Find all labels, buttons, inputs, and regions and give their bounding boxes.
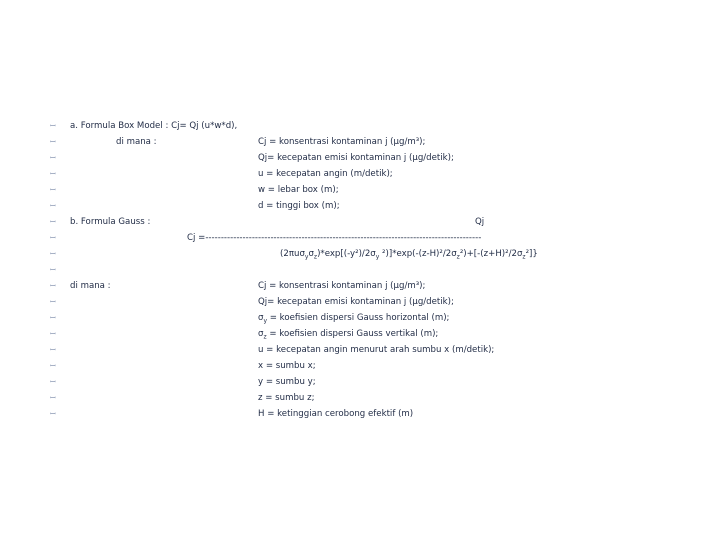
text-row (0, 166, 720, 182)
definition-text: Cj = konsentrasi kontaminan j (µg/m³); (258, 281, 426, 291)
definition-text: x = sumbu x; (258, 361, 316, 371)
definition-text: Qj= kecepatan emisi kontaminan j (µg/detik); (258, 297, 454, 307)
text-row (0, 230, 720, 246)
definition-text: $\sigma_y$ = koefisien dispersi Gauss horizontal (m); (258, 313, 450, 325)
bullet-marker: ꟷ (50, 410, 56, 418)
text-row (0, 182, 720, 198)
bullet-marker: ꟷ (50, 266, 56, 274)
text-row (0, 342, 720, 358)
text-row (0, 374, 720, 390)
where-label: di mana : (116, 137, 157, 147)
text-row (0, 390, 720, 406)
definition-text: z = sumbu z; (258, 393, 315, 403)
box-model-formula: a. Formula Box Model : Cj= Qj (u*w*d), (70, 121, 238, 131)
text-row (0, 262, 720, 278)
bullet-marker: ꟷ (50, 330, 56, 338)
bullet-marker: ꟷ (50, 170, 56, 178)
where-label: di mana : (70, 281, 111, 291)
definition-text: u = kecepatan angin menurut arah sumbu x (m/detik); (258, 345, 495, 355)
definition-text: u = kecepatan angin (m/detik); (258, 169, 393, 179)
gauss-formula-heading: b. Formula Gauss : (70, 217, 151, 227)
text-row (0, 294, 720, 310)
definition-text: w = lebar box (m); (258, 185, 339, 195)
text-row (0, 406, 720, 422)
definition-text: Qj= kecepatan emisi kontaminan j (µg/detik); (258, 153, 454, 163)
definition-text: d = tinggi box (m); (258, 201, 340, 211)
bullet-marker: ꟷ (50, 138, 56, 146)
bullet-marker: ꟷ (50, 298, 56, 306)
text-row (0, 150, 720, 166)
bullet-marker: ꟷ (50, 154, 56, 162)
bullet-marker: ꟷ (50, 122, 56, 130)
bullet-marker: ꟷ (50, 362, 56, 370)
bullet-marker: ꟷ (50, 378, 56, 386)
text-row (0, 118, 720, 134)
bullet-marker: ꟷ (50, 202, 56, 210)
bullet-marker: ꟷ (50, 218, 56, 226)
bullet-marker: ꟷ (50, 234, 56, 242)
formula-numerator: Qj (475, 217, 485, 227)
bullet-marker: ꟷ (50, 346, 56, 354)
bullet-marker: ꟷ (50, 186, 56, 194)
text-row (0, 198, 720, 214)
definition-text: Cj = konsentrasi kontaminan j (µg/m³); (258, 137, 426, 147)
text-row (0, 326, 720, 342)
definition-text: $\sigma_z$ = koefisien dispersi Gauss vertikal (m); (258, 329, 439, 341)
formula-fraction-line: Cj =----------------------------------------------------------------------------------------- (187, 233, 482, 243)
text-row (0, 310, 720, 326)
definition-text: H = ketinggian cerobong efektif (m) (258, 409, 414, 419)
text-row (0, 358, 720, 374)
formula-denominator: $(2\pi u\sigma_y\sigma_z)*\exp[(-y^2)/2\sigma_y$ $^2)]*\exp(-(z-H)^2/2\sigma_z^2)+[-(z+H)^2/2\sigma_z^2]$} (280, 249, 538, 261)
bullet-marker: ꟷ (50, 250, 56, 258)
bullet-marker: ꟷ (50, 394, 56, 402)
text-row (0, 134, 720, 150)
bullet-marker: ꟷ (50, 282, 56, 290)
text-row (0, 214, 720, 230)
text-row (0, 246, 720, 262)
definition-text: y = sumbu y; (258, 377, 316, 387)
bullet-marker: ꟷ (50, 314, 56, 322)
text-row (0, 278, 720, 294)
